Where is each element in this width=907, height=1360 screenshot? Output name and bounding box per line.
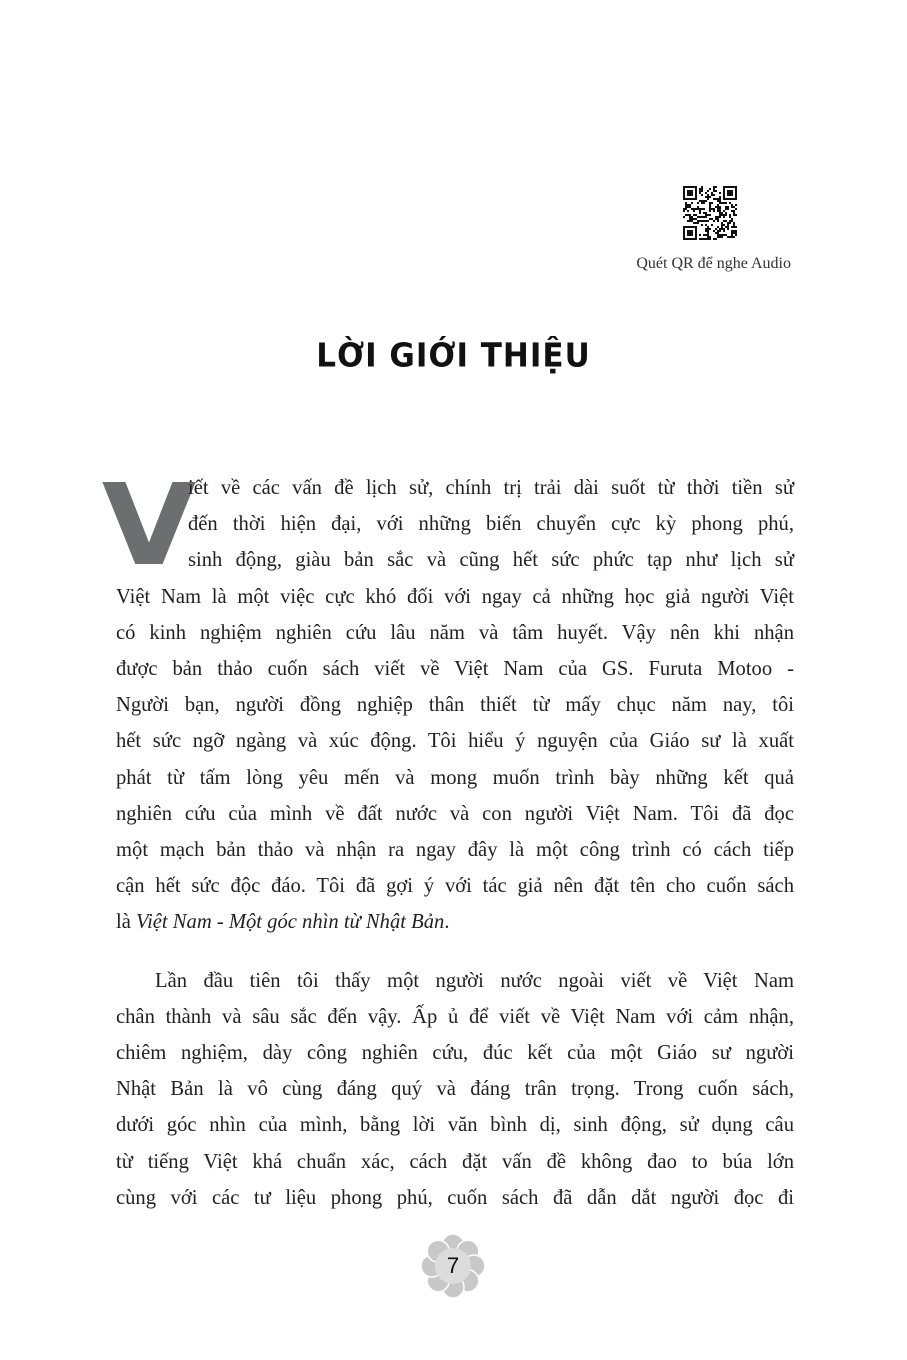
para1-last-suffix: . <box>444 911 450 934</box>
para1-line-5: có kinh nghiệm nghiên cứu lâu năm và tâm huyết. Vậy nên khi nhận <box>116 621 794 644</box>
para2-line-3: chiêm nghiệm, dày công nghiên cứu, đúc kết của một Giáo sư người <box>116 1042 794 1065</box>
para2-line-5: dưới góc nhìn của mình, bằng lời văn bình dị, sinh động, sử dụng câu <box>116 1114 794 1137</box>
qr-caption: Quét QR để nghe Audio <box>636 255 791 272</box>
qr-code-graphic <box>683 186 737 240</box>
dropcap <box>101 459 197 592</box>
para1-line-4: Việt Nam là một việc cực khó đối với ngay cả những học giả người Việt <box>116 585 794 608</box>
para1-line-7: Người bạn, người đồng nghiệp thân thiết từ mấy chục năm nay, tôi <box>116 694 794 717</box>
body-text <box>101 459 794 1216</box>
para2-line-4: Nhật Bản là vô cùng đáng quý và đáng trân trọng. Trong cuốn sách, <box>116 1078 794 1101</box>
book-title: Việt Nam - Một góc nhìn từ Nhật Bản <box>136 911 445 934</box>
para1-line-1: iết về các vấn đề lịch sử, chính trị trải dài suốt từ thời tiền sử <box>188 477 794 499</box>
para2-line-2: chân thành và sâu sắc đến vậy. Ấp ủ để viết về Việt Nam với cảm nhận, <box>116 1005 794 1028</box>
para2-line-7: cùng với các tư liệu phong phú, cuốn sách đã dẫn dắt người đọc đi <box>116 1186 794 1209</box>
para1-last-prefix: là <box>116 911 137 934</box>
para1-line-11: một mạch bản thảo và nhận ra ngay đây là một công trình có cách tiếp <box>116 839 794 862</box>
para1-line-9: phát từ tấm lòng yêu mến và mong muốn trình bày những kết quả <box>116 766 794 789</box>
para1-line-8: hết sức ngỡ ngàng và xúc động. Tôi hiểu ý nguyện của Giáo sư là xuất <box>116 730 794 753</box>
qr-code[interactable] <box>683 186 737 240</box>
para1-line-10: nghiên cứu của mình về đất nước và con người Việt Nam. Tôi đã đọc <box>116 802 794 825</box>
para1-line-13 <box>116 904 794 940</box>
para2-line-1: Lần đầu tiên tôi thấy một người nước ngoài viết về Việt Nam <box>155 969 794 992</box>
page-number-badge <box>421 1234 485 1298</box>
para2-line-6: từ tiếng Việt khá chuẩn xác, cách đặt vấn đề không đao to búa lớn <box>116 1150 794 1173</box>
para1-line-2: đến thời hiện đại, với những biến chuyển cực kỳ phong phú, <box>188 513 794 536</box>
para1-line-3: sinh động, giàu bản sắc và cũng hết sức phức tạp như lịch sử <box>188 549 794 572</box>
qr-block <box>611 186 791 273</box>
dropcap-glyph <box>101 459 197 592</box>
page-number: 7 <box>446 1253 460 1278</box>
para1-line-6: được bản thảo cuốn sách viết về Việt Nam của GS. Furuta Motoo - <box>116 658 794 681</box>
page-title: LỜI GIỚI THIỆU <box>316 337 591 375</box>
para1-line-12: cận hết sức độc đáo. Tôi đã gợi ý với tác giả nên đặt tên cho cuốn sách <box>116 875 794 898</box>
dropcap-letter: V <box>101 459 197 592</box>
